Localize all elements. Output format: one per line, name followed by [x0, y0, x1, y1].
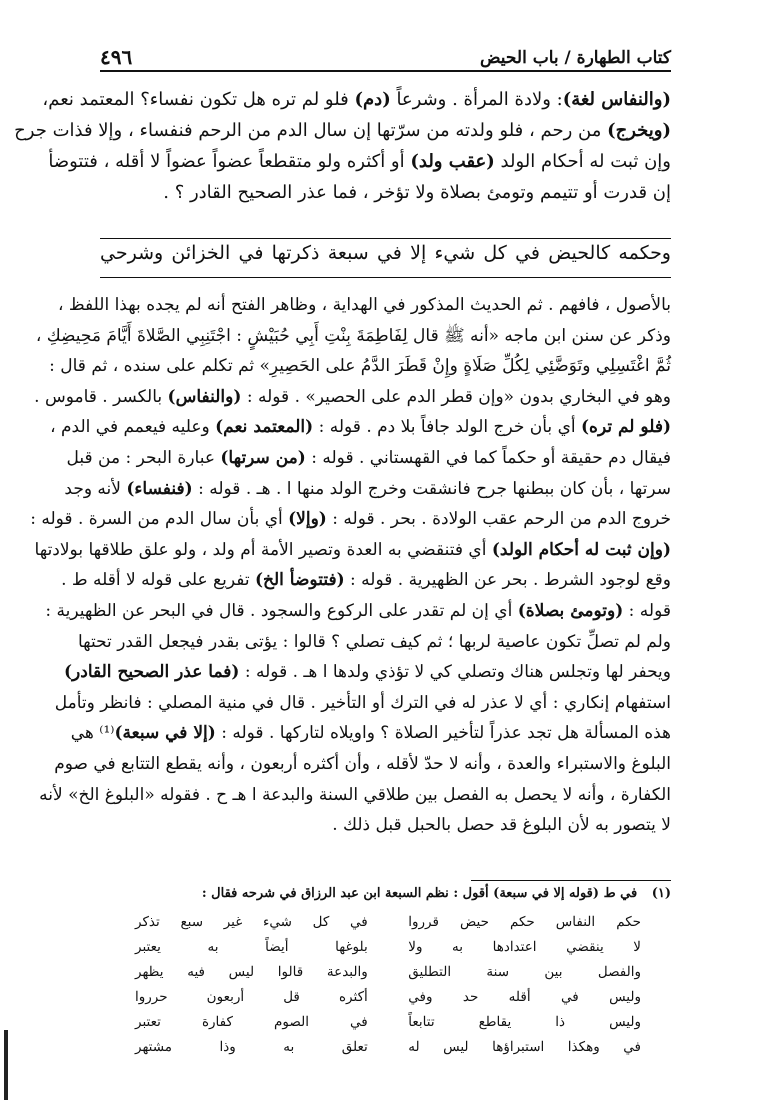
verse-first-hemistich: وليس في أقله حد وفي [408, 989, 641, 1005]
text-run: البلوغ والاستبراء والعدة ، وأنه لا حدّ لأقله ، وأن أكثره أربعون ، وأنه يقطع التتابع في صوم [54, 753, 671, 774]
verse-first-hemistich: والفصل بين سنة التطليق [408, 964, 641, 980]
text-line [70, 718, 671, 749]
separator-text: وحكمه كالحيض في كل شيء إلا في سبعة ذكرتها في الخزائن وشرحي [100, 242, 671, 264]
text-line [64, 657, 671, 688]
verse-second-hemistich: في الصوم كفارة تعتبر [135, 1014, 368, 1030]
scan-edge-mark [4, 1030, 8, 1100]
commentary-text [30, 290, 671, 841]
separator-rule-top [100, 238, 671, 239]
text-line [14, 115, 671, 146]
text-run: أي بأن سال الدم من السرة . قوله : [30, 509, 289, 530]
chapter-title: كتاب الطهارة / باب الحيض [479, 48, 671, 68]
bold-quotation: (من سرتها) [220, 447, 306, 468]
text-line [49, 351, 671, 382]
verse-first-hemistich: لا ينقضي اعتدادها به ولا [408, 939, 641, 955]
poem-verse [135, 935, 641, 960]
text-line [66, 443, 671, 474]
bold-quotation: (ويخرج) [607, 120, 671, 141]
poem-verse [135, 960, 641, 985]
verse-first-hemistich: حكم النفاس حكم حيض قرروا [408, 914, 641, 930]
text-run: فلو لم تره هل تكون نفساء؟ المعتمد نعم، [42, 89, 355, 110]
verse-first-hemistich: وليس ذا يقاطع تتابعاً [408, 1014, 641, 1030]
text-line [39, 780, 671, 811]
text-run: أي فتنقضي به العدة وتصير الأمة أم ولد ، ولو علق طلاقها بولادتها [34, 539, 492, 560]
footnote-poem [135, 910, 641, 1060]
verse-second-hemistich: أكثره قل أربعون حرروا [135, 989, 368, 1005]
text-line [100, 177, 671, 208]
text-line [35, 321, 671, 352]
bold-quotation: (وتومئ بصلاة) [517, 600, 624, 621]
bold-quotation: (فلو لم تره) [581, 417, 671, 438]
text-run: أي بأن خرج الولد جافاً بلا دم . قوله : [313, 417, 582, 438]
text-run: إن قدرت أو تتيمم وتومئ بصلاة ولا تؤخر ، فما عذر الصحيح القادر ؟ . [163, 182, 671, 203]
text-run: لا يتصور به لأن البلوغ قد حصل بالحبل قبل ذلك . [332, 815, 671, 836]
poem-verse [135, 1010, 641, 1035]
text-run: قوله : [623, 600, 671, 621]
text-run: عبارة البحر : من قبل [66, 447, 221, 468]
text-line [54, 749, 671, 780]
text-line [34, 535, 671, 566]
text-run: فيقال دم حقيقة أو حكماً كما في القهستاني . قوله : [305, 447, 671, 468]
text-run: استفهام إنكاري : أي لا عذر له في الترك أو التأخير . قال في منية المصلي : فانظر وتأمل [54, 692, 671, 713]
text-line [77, 627, 671, 658]
bold-quotation: (والنفاس) [167, 386, 242, 407]
text-line [48, 146, 671, 177]
footnote-heading [100, 886, 671, 901]
text-line [30, 504, 671, 535]
bold-quotation: (فما عذر الصحيح القادر) [64, 662, 240, 683]
footnote-rule [471, 880, 671, 881]
text-run: ثُمَّ اغْتَسِلِي وتَوَضَّئِي لِكُلِّ صَلَاةٍ وإِنْ قَطَرَ الدَّمُ على الحَصِيرِ» ثم تكلم على سنده ، ثم قال : [49, 356, 671, 377]
text-run: ولم لم تصلِّ تكون عاصية لربها ؛ ثم كيف تصلي ؟ قالوا : يؤتى بقدر فيجعل القدر تحتها [77, 631, 671, 652]
bold-quotation: (إلا في سبعة) [114, 723, 216, 744]
text-run: وقع لوجود الشرط . بحر عن الظهيرية . قوله : [344, 570, 671, 591]
text-run: وعليه فيعمم في الدم ، [50, 417, 216, 438]
verse-second-hemistich: تعلق به وذا مشتهر [135, 1039, 368, 1055]
text-run: بالأصول ، فافهم . ثم الحديث المذكور في الهداية ، وظاهر الفتح أنه لم يجده بهذا اللفظ ، [58, 295, 671, 315]
text-line [61, 565, 671, 596]
text-run: تفريع على قوله لا أقله ط . [61, 570, 255, 591]
footnote-number: (١) [651, 886, 671, 901]
poem-verse [135, 910, 641, 935]
text-run: من رحم ، فلو ولدته من سرّتها إن سال الدم من الرحم فنفساء ، وإلا فذات جرح [14, 120, 608, 141]
running-header [100, 44, 671, 72]
text-run: لأنه وجد [64, 478, 127, 499]
text-run: الكفارة ، وأنه لا يحصل به الفصل بين طلاقي السنة والبدعة ا هـ ح . فقوله «البلوغ الخ» لأنه [39, 784, 671, 805]
bold-quotation: (وإن ثبت له أحكام الولد) [491, 539, 671, 560]
text-run: أي إن لم تقدر على الركوع والسجود . قال في البحر عن الظهيرية : [45, 600, 518, 621]
text-run: وإن ثبت له أحكام الولد [494, 151, 671, 172]
separator-rule-bottom [100, 277, 671, 278]
bold-quotation: (وإلا) [288, 509, 327, 530]
verse-second-hemistich: في كل شيء غير سبع تذكر [135, 914, 368, 930]
text-line [34, 382, 671, 413]
bold-quotation: (عقب ولد) [410, 151, 495, 172]
bold-quotation: (دم) [354, 89, 391, 110]
text-run: وذكر عن سنن ابن ماجه «أنه ﷺ قال لِفَاطِمَةَ بِنْتِ أَبِي حُبَيْشٍ : اجْتَنِبِي الصَّلاةَ أَيَّامَ مَحِيضِكِ ، [35, 325, 671, 346]
text-run: سرتها ، بأن كان ببطنها جرح فانشقت وخرج الولد منها ا . هـ . قوله : [192, 478, 671, 499]
text-run: : ولادة المرأة . وشرعاً [390, 89, 563, 110]
matn-separator-line [100, 238, 671, 278]
text-run: بالكسر . قاموس . [34, 386, 168, 407]
footnote-heading-text: في ط (قوله إلا في سبعة) أقول : نظم السبعة ابن عبد الرزاق في شرحه فقال : [201, 886, 638, 901]
verse-second-hemistich: بلوغها أيضاً به يعتبر [135, 939, 368, 955]
text-run: ويحفر لها وتجلس هناك وتصلي كي لا تؤذي ولدها ا هـ . قوله : [239, 662, 671, 683]
poem-verse [135, 985, 641, 1010]
text-line [54, 688, 671, 719]
text-run: ⁽¹⁾ هي [70, 723, 115, 744]
bold-quotation: (فنفساء) [126, 478, 193, 499]
text-line [100, 810, 671, 841]
text-run: خروج الدم من الرحم عقب الولادة . بحر . قوله : [326, 509, 671, 530]
main-text [14, 84, 671, 208]
text-run: أو أكثره ولو متقطعاً عضواً عضواً لا أقله ، فتتوضأ [48, 151, 411, 172]
bold-quotation: (والنفاس لغة) [562, 89, 671, 110]
text-line [45, 596, 671, 627]
verse-second-hemistich: والبدعة قالوا ليس فيه يظهر [135, 964, 368, 980]
text-line [58, 290, 671, 321]
bold-quotation: (المعتمد نعم) [215, 417, 314, 438]
text-run: هذه المسألة هل تجد عذراً لتأخير الصلاة ؟ واويلاه لتاركها . قوله : [215, 723, 671, 744]
bold-quotation: (فتتوضأ الخ) [254, 570, 345, 591]
verse-first-hemistich: في وهكذا استبراؤها ليس له [408, 1039, 641, 1055]
text-line [50, 412, 671, 443]
text-run: وهو في البخاري بدون «وإن قطر الدم على الحصير» . قوله : [241, 386, 671, 407]
poem-verse [135, 1035, 641, 1060]
text-line [42, 84, 671, 115]
text-line [64, 474, 671, 505]
page-number: ٤٩٦ [100, 45, 133, 69]
